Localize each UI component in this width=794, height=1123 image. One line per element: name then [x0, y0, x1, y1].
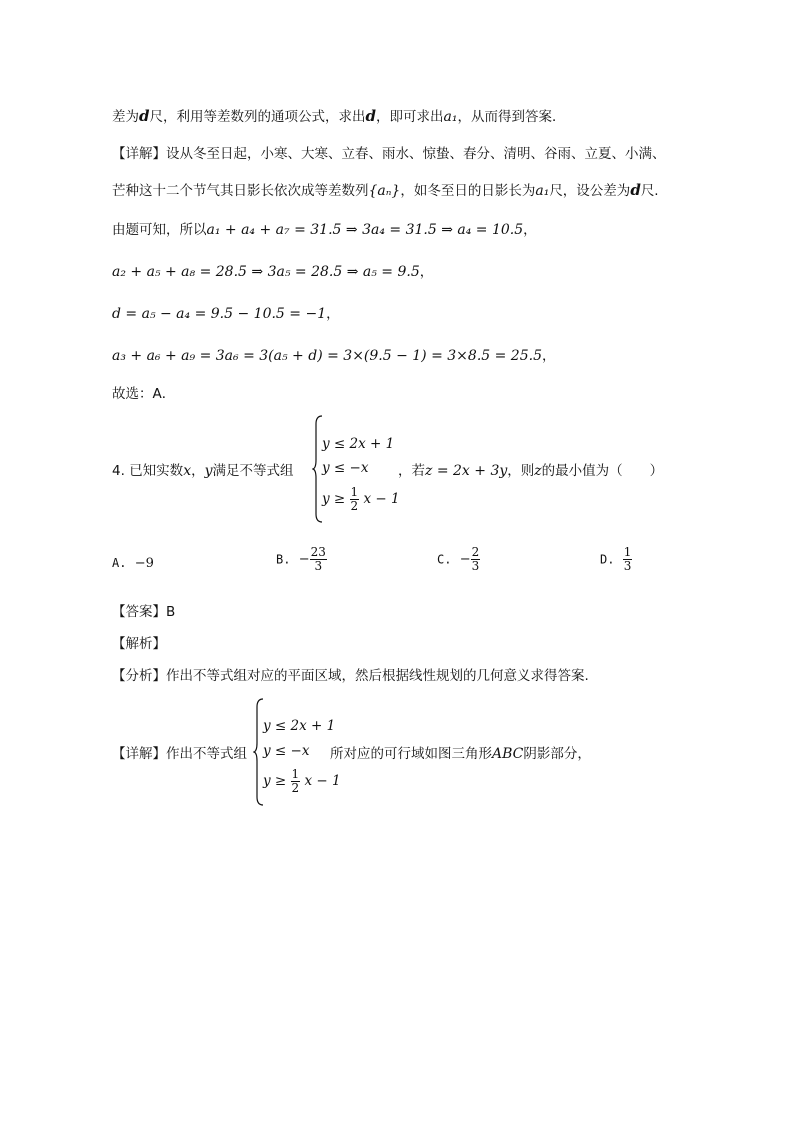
triangle-label: ABC [492, 746, 524, 762]
option-label: D. [600, 552, 615, 567]
detail-tag: 【详解】 [112, 746, 166, 762]
var-d: d [630, 181, 641, 199]
text: ，如冬至日的日影长为 [400, 183, 536, 199]
var-z: z [534, 463, 542, 479]
var-x: x [183, 463, 192, 479]
detail-2-tail [330, 744, 591, 764]
sign: − [298, 552, 310, 567]
text-line-4 [112, 220, 537, 240]
var-y: y [204, 463, 213, 479]
text-line-6 [112, 304, 340, 324]
denominator: 3 [314, 559, 323, 573]
text-line-7 [112, 346, 555, 366]
text-line-2 [112, 144, 666, 164]
equation: a₃ + a₆ + a₉ = 3a₆ = 3(a₅ + d) = 3×(9.5 − 1) = 3×8.5 = 25.5 [112, 348, 542, 364]
equation: d = a₅ − a₄ = 9.5 − 10.5 = −1 [112, 306, 327, 322]
denominator: 2 [350, 499, 359, 513]
var-d: d [139, 107, 150, 125]
denominator: 3 [623, 559, 632, 573]
numerator: 2 [471, 545, 480, 559]
answer-tag: 【答案】 [112, 604, 166, 620]
text-line-5 [112, 262, 433, 282]
fenxi-line [112, 666, 589, 686]
text: ，即可求出 [376, 109, 444, 125]
text-line-3 [112, 180, 659, 201]
text-line-1 [112, 106, 565, 127]
numerator: 1 [291, 767, 300, 781]
text: 阴影部分， [523, 746, 591, 762]
text: 所对应的可行域如图三角形 [330, 746, 492, 762]
text: y ≥ [322, 491, 346, 507]
system-row-1: y ≤ 2x + 1 [263, 718, 336, 734]
text: 尺，利用等差数列的通项公式，求出 [149, 109, 366, 125]
text: 差为 [112, 109, 139, 125]
sign: − [459, 552, 471, 567]
option-label: B. [276, 552, 291, 567]
text: 故选：A． [112, 386, 176, 402]
numerator: 1 [350, 485, 359, 499]
var-a1: a₁ [443, 109, 458, 125]
option-label: C. [437, 552, 452, 567]
equation: a₂ + a₅ + a₈ = 28.5 ⇒ 3a₅ = 28.5 ⇒ a₅ = 9.5 [112, 264, 420, 280]
var-a1: a₁ [535, 183, 550, 199]
analysis-tag: 【解析】 [112, 636, 166, 652]
system-row-2: y ≤ −x [263, 743, 310, 759]
fenxi-tag: 【分析】 [112, 668, 166, 684]
fraction [291, 768, 301, 795]
fraction [350, 486, 360, 513]
text: 作出不等式组对应的平面区域，然后根据线性规划的几何意义求得答案. [166, 668, 589, 684]
text: ， [541, 348, 556, 364]
sequence: {aₙ} [368, 183, 401, 199]
option-label: A. [112, 556, 127, 570]
fraction [310, 546, 327, 573]
text: ， [191, 463, 205, 479]
text: ，从而得到答案． [457, 109, 566, 125]
text: 尺，设公差为 [549, 183, 631, 199]
question-4-stem [112, 461, 294, 481]
option-value: −9 [134, 556, 154, 571]
text: x − 1 [304, 773, 341, 789]
text: 作出不等式组 [166, 746, 247, 762]
fraction [623, 546, 633, 573]
objective: z = 2x + 3y [425, 463, 508, 479]
text: 芒种这十二个节气其日影长依次成等差数列 [112, 183, 369, 199]
answer-line [112, 602, 175, 622]
denominator: 3 [471, 559, 480, 573]
var-d: d [365, 107, 376, 125]
analysis-line [112, 634, 166, 654]
text: 的最小值为（ ） [541, 463, 664, 479]
system-row-1: y ≤ 2x + 1 [322, 436, 395, 452]
question-4-tail [398, 461, 663, 481]
equation: a₁ + a₄ + a₇ = 31.5 ⇒ 3a₄ = 31.5 ⇒ a₄ = 10.5 [206, 222, 524, 238]
text: y ≥ [263, 773, 287, 789]
text: ， [419, 264, 434, 280]
text: ，则 [507, 463, 535, 479]
text: 已知实数 [129, 463, 184, 479]
system-row-3 [322, 486, 400, 513]
text: 尺. [640, 183, 659, 199]
option-a [112, 556, 154, 571]
text: 由题可知，所以 [112, 222, 207, 238]
denominator: 2 [291, 781, 300, 795]
option-b [276, 546, 327, 573]
text: x − 1 [363, 491, 400, 507]
fraction [471, 546, 481, 573]
text-line-8 [112, 384, 175, 404]
option-c [437, 546, 480, 573]
detail-tag: 【详解】 [112, 146, 166, 162]
text: 满足不等式组 [212, 463, 294, 479]
question-number: 4. [112, 463, 125, 479]
system-row-2: y ≤ −x [322, 460, 369, 476]
option-d [600, 546, 632, 573]
numerator: 23 [310, 545, 326, 559]
numerator: 1 [623, 545, 632, 559]
system-row-3 [263, 768, 341, 795]
text: ， [523, 222, 537, 238]
answer-value: B [166, 604, 176, 620]
text: ，若 [398, 463, 425, 479]
detail-2-stem [112, 744, 247, 764]
text: ， [326, 306, 340, 322]
text: 设从冬至日起，小寒、大寒、立春、雨水、惊蛰、春分、清明、谷雨、立夏、小满、 [166, 146, 666, 162]
